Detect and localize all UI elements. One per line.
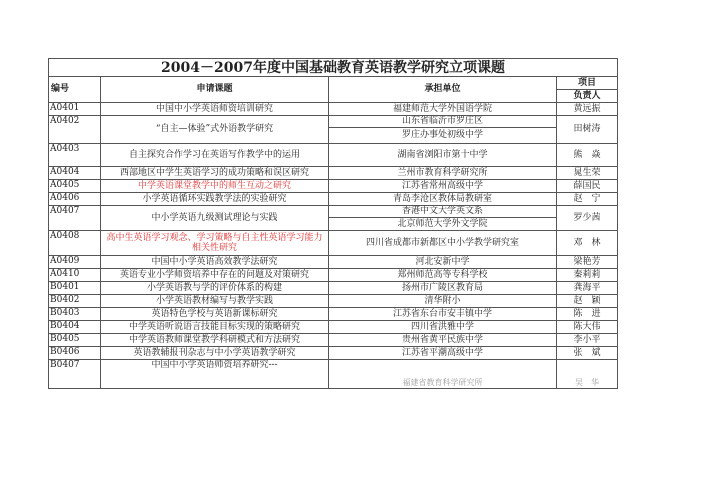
row-topic: 中国中小学英语师资培训研究 <box>101 103 329 116</box>
row-unit: 江苏省平潮高级中学 <box>329 347 557 360</box>
row-code: A0407 <box>49 206 101 231</box>
row-topic: 中小学英语九级测试理论与实践 <box>101 206 329 231</box>
row-unit: 兰州市教育科学研究所 <box>329 167 557 180</box>
row-unit: 扬州市广陵区教育局 <box>329 282 557 295</box>
title-row <box>49 59 618 77</box>
row-leader: 罗少茜 <box>557 206 618 231</box>
row-unit: 清华附小 <box>329 295 557 308</box>
row-code: A0404 <box>49 167 101 180</box>
row-topic: 高中生英语学习观念、学习策略与自主性英语学习能力相关性研究 <box>101 231 329 256</box>
row-unit: 湖南省浏阳市第十中学 <box>329 144 557 167</box>
row-code: A0401 <box>49 103 101 116</box>
row-code: A0402 <box>49 116 101 144</box>
row-code: A0403 <box>49 144 101 167</box>
row-unit: 福建省教育科学研究所 <box>329 360 557 389</box>
table-row <box>49 334 618 347</box>
table-row <box>49 360 618 389</box>
row-topic: 中学英语教师课堂教学科研模式和方法研究 <box>101 334 329 347</box>
header-number: 编号 <box>49 77 101 103</box>
row-topic: 英语特色学校与英语新课标研究 <box>101 308 329 321</box>
row-leader: 陈 进 <box>557 308 618 321</box>
row-unit: 江苏省东台市安丰镇中学 <box>329 308 557 321</box>
row-leader: 薛国民 <box>557 180 618 193</box>
row-topic: 中学英语听说语言技能目标实现的策略研究 <box>101 321 329 334</box>
row-leader: 陈大伟 <box>557 321 618 334</box>
table-row <box>49 321 618 334</box>
row-topic: 英语专业小学师资培养中存在的问题及对策研究 <box>101 269 329 282</box>
row-code: B0403 <box>49 308 101 321</box>
row-unit: 贵州省黄平民族中学 <box>329 334 557 347</box>
table-row <box>49 282 618 295</box>
table-row <box>49 308 618 321</box>
row-unit: 江苏省常州高级中学 <box>329 180 557 193</box>
row-topic: 小学英语教与学的评价体系的构建 <box>101 282 329 295</box>
row-unit: 四川省洪雅中学 <box>329 321 557 334</box>
row-topic: 自主探究合作学习在英语写作教学中的运用 <box>101 144 329 167</box>
row-code: A0410 <box>49 269 101 282</box>
row-code: A0408 <box>49 231 101 256</box>
row-unit: 青岛李沧区教体局教研室 <box>329 193 557 206</box>
table-row <box>49 180 618 193</box>
row-unit: 郑州师范高等专科学校 <box>329 269 557 282</box>
row-code: B0406 <box>49 347 101 360</box>
row-code: B0407 <box>49 360 101 389</box>
row-topic: 中国中小学英语高效教学法研究 <box>101 256 329 269</box>
row-leader: 晁生荣 <box>557 167 618 180</box>
row-leader: 邓 林 <box>557 231 618 256</box>
row-leader: 李小平 <box>557 334 618 347</box>
row-leader: 张 斌 <box>557 347 618 360</box>
row-leader: 龚海平 <box>557 282 618 295</box>
row-leader: 梁艳芳 <box>557 256 618 269</box>
row-code: A0409 <box>49 256 101 269</box>
table-row <box>49 193 618 206</box>
row-code: B0401 <box>49 282 101 295</box>
row-leader: 黄远振 <box>557 103 618 116</box>
row-leader: 赵 颖 <box>557 295 618 308</box>
project-table <box>48 58 618 389</box>
row-code: B0405 <box>49 334 101 347</box>
row-unit: 福建师范大学外国语学院 <box>329 103 557 116</box>
row-code: A0406 <box>49 193 101 206</box>
row-leader: 熊 焱 <box>557 144 618 167</box>
header-topic: 申请课题 <box>101 77 329 103</box>
row-unit: 北京师范大学外文学院 <box>329 218 557 231</box>
row-leader: 田树涛 <box>557 116 618 144</box>
table-row <box>49 144 618 167</box>
row-topic: 西部地区中学生英语学习的成功策略和误区研究 <box>101 167 329 180</box>
row-code: A0405 <box>49 180 101 193</box>
header-row <box>49 77 618 90</box>
row-unit: 罗庄办事处初级中学 <box>329 128 557 144</box>
row-unit: 河北安新中学 <box>329 256 557 269</box>
row-leader: 赵 宁 <box>557 193 618 206</box>
table-row <box>49 269 618 282</box>
row-unit: 山东省临沂市罗庄区 <box>329 116 557 128</box>
table-row <box>49 206 618 218</box>
table-row <box>49 256 618 269</box>
table-row <box>49 103 618 116</box>
row-topic: 小学英语循环实践教学法的实验研究 <box>101 193 329 206</box>
row-topic: 小学英语教材编写与教学实践 <box>101 295 329 308</box>
row-topic: 中学英语课堂教学中的师生互动之研究 <box>101 180 329 193</box>
row-leader: 吴 华 <box>557 360 618 389</box>
header-project: 项目 <box>557 77 618 90</box>
row-topic: “自主—体验”式外语教学研究 <box>101 116 329 144</box>
page-title: 2004－2007年度中国基础教育英语教学研究立项课题 <box>49 59 618 77</box>
table-row <box>49 295 618 308</box>
table-row <box>49 167 618 180</box>
row-leader: 秦莉莉 <box>557 269 618 282</box>
header-unit: 承担单位 <box>329 77 557 103</box>
row-unit: 香港中文大学英文系 <box>329 206 557 218</box>
row-code: B0402 <box>49 295 101 308</box>
header-leader: 负责人 <box>557 90 618 103</box>
row-topic: 英语教辅报刊杂志与中小学英语教学研究 <box>101 347 329 360</box>
row-unit: 四川省成都市新都区中小学教学研究室 <box>329 231 557 256</box>
row-code: B0404 <box>49 321 101 334</box>
table-row <box>49 231 618 256</box>
table-row <box>49 116 618 128</box>
table-row <box>49 347 618 360</box>
row-topic: 中国中小学英语师资培养研究--- <box>101 360 329 389</box>
